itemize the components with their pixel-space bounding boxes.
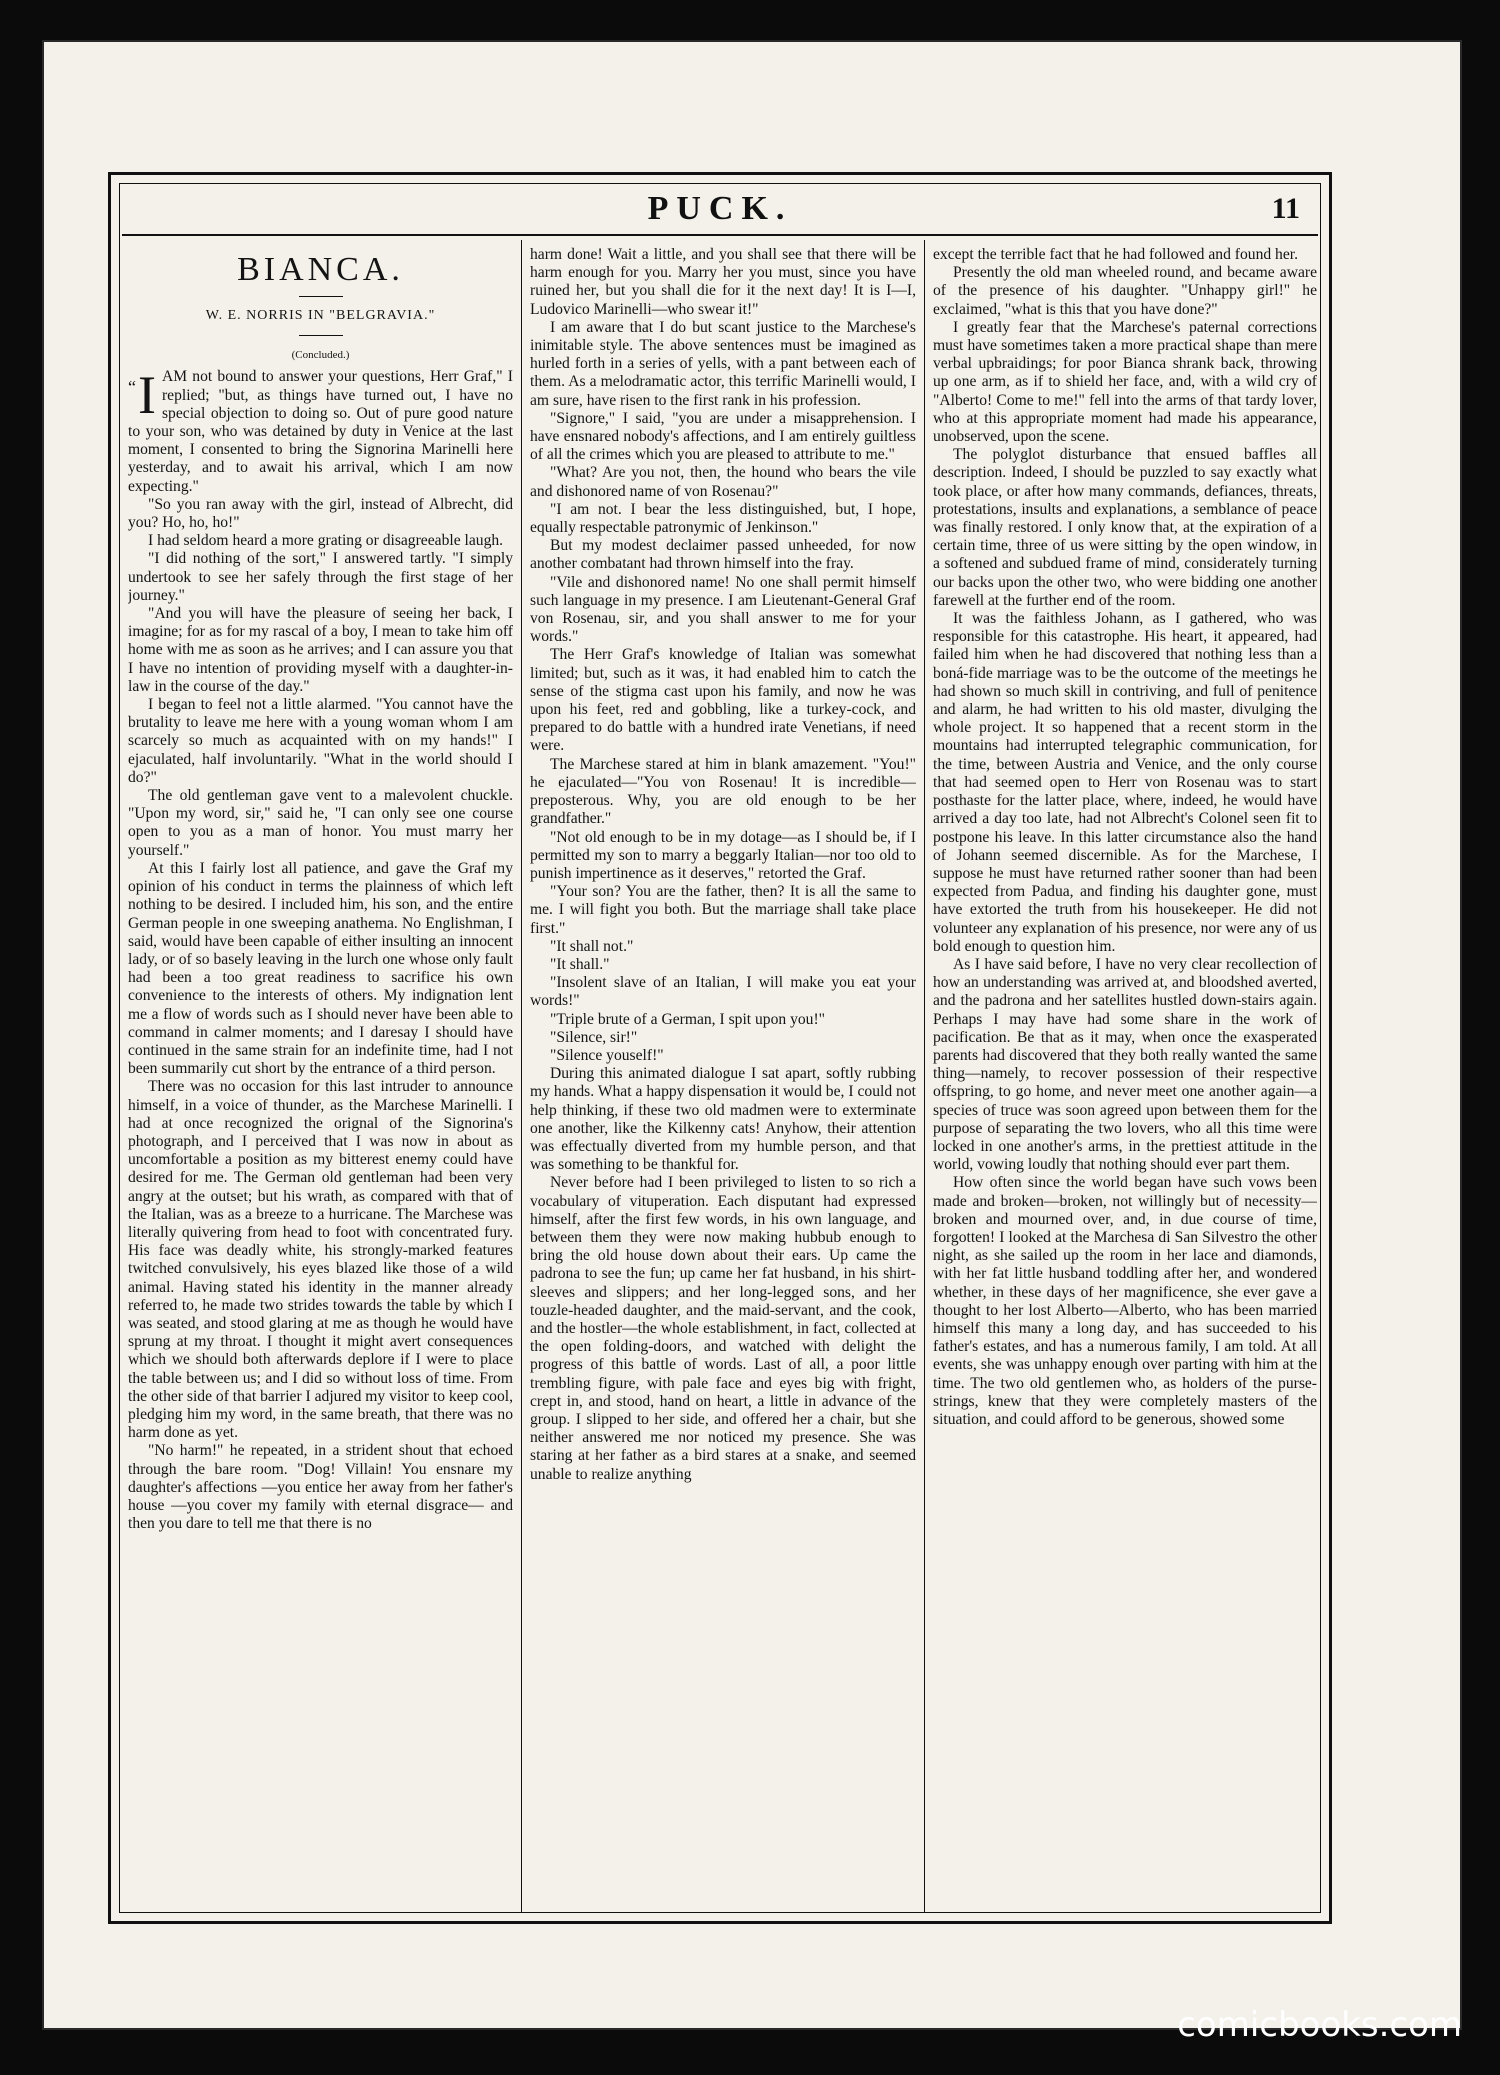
column-rule	[924, 240, 925, 1912]
masthead-title: PUCK.	[647, 190, 793, 227]
story-title: BIANCA.	[237, 251, 404, 288]
paragraph: Never before had I been privileged to listen to so rich a vocabulary of vituperation. Each disputant had expressed himself, after the first few words, in his own language, and between them they were now making hubbub enough to bring the old house down about their ears. Up came the padrona to see the fun; up came her fat husband, in his shirt-sleeves and slippers; and her long-legged sons, and her touzle-headed daughter, and the maid-servant, and the cook, and the hostler—the whole establishment, in fact, collected at the open folding-doors, and watched with delight the progress of this battle of words. Last of all, a poor little trembling figure, with pale face and eyes big with fright, crept in, and stood, hand on heart, a little in advance of the group. I slipped to her side, and offered her a chair, but she neither answered me nor noticed my presence. She was staring at her father as a bird stares at a snake, and seemed unable to realize anything	[530, 1174, 916, 1483]
opening-quote: “	[128, 377, 136, 398]
paragraph: "No harm!" he repeated, in a strident shout that echoed through the bare room. "Dog! Villain! You ensnare my daughter's affections —you entice her away from her father's house —you cover my family with eternal disgrace— and then you dare to tell me that there is no	[128, 1442, 513, 1533]
column-rule	[521, 240, 522, 1912]
paragraph: During this animated dialogue I sat apart, softly rubbing my hands. What a happy dispensation it would be, I could not help thinking, if these two old madmen were to exterminate one another, like the Kilkenny cats! Anyhow, their attention was effectually diverted from my humble person, and that was something to be thankful for.	[530, 1065, 916, 1174]
paragraph: The old gentleman gave vent to a malevolent chuckle. "Upon my word, sir," said he, "I can only see one course open to you as a man of honor. You must marry her yourself."	[128, 787, 513, 859]
paragraph: I greatly fear that the Marchese's paternal corrections must have sometimes taken a more practical shape than mere verbal upbraidings; for poor Bianca shrank back, throwing up one arm, as if to shield her face, and, with a wild cry of "Alberto! Come to me!" fell into the arms of that tardy lover, who at this appropriate moment had made his appearance, unobserved, upon the scene.	[933, 318, 1317, 446]
paragraph: At this I fairly lost all patience, and gave the Graf my opinion of his conduct in terms the plainness of which left nothing to be desired. I included him, his son, and the entire German people in one sweeping anathema. No Englishman, I said, would have been capable of either insulting an innocent lady, or of so basely leaving in the lurch one whose only fault had been a too great readiness to sacrifice his own convenience to the interests of others. My indignation lent me a flow of words such as I should never have been able to command in calmer moments; and I daresay I should have continued in the same strain for an indefinite time, had I not been summarily cut short by the entrance of a third person.	[128, 859, 513, 1078]
masthead	[122, 190, 1318, 234]
paragraph: Presently the old man wheeled round, and became aware of the presence of his daughter. "Unhappy girl!" he exclaimed, "what is this that you have done?"	[933, 264, 1317, 318]
paragraph: How often since the world began have such vows been made and broken—broken, not willingly but of necessity—broken and mourned over, and, in due course of time, forgotten! I looked at the Marchesa di San Silvestro the other night, as she sailed up the room in her lace and diamonds, with her fat little husband toddling after her, and wondered whether, in these days of her magnificence, she ever gave a thought to her lost Alberto—Alberto, who has been married himself this many a long day, and has succeeded to his father's estates, and has a numerous family, I am told. At all events, she was unhappy enough over parting with him at the time. The two old gentlemen who, as holders of the purse-strings, knew that they were completely masters of the situation, and could afford to be generous, showed some	[933, 1174, 1317, 1428]
paragraph: "Signore," I said, "you are under a misapprehension. I have ensnared nobody's affections, and I am entirely guiltless of all the crimes which you are pleased to attribute to me."	[530, 409, 916, 464]
paragraph: "Not old enough to be in my dotage—as I should be, if I permitted my son to marry a beggarly Italian—nor too old to punish impertinence as it deserves," retorted the Graf.	[530, 828, 916, 882]
paragraph: I had seldom heard a more grating or disagreeable laugh.	[148, 532, 504, 550]
paragraph: I began to feel not a little alarmed. "You cannot have the brutality to leave me here with a young woman whom I am scarcely so much as acquainted with on my hands!" I ejaculated, half involuntarily. "What in the world should I do?"	[128, 696, 513, 786]
paragraph: "I am not. I bear the less distinguished, but, I hope, equally respectable patronymic of Jenkinson."	[530, 500, 916, 537]
column-body	[128, 365, 513, 1533]
paragraph: "Your son? You are the father, then? It is all the same to me. I will fight you both. But the marriage shall take place first."	[530, 883, 916, 937]
drop-cap: I	[138, 365, 156, 426]
column-body	[530, 246, 916, 1484]
masthead-rule	[122, 234, 1318, 236]
column-body	[933, 246, 1317, 1429]
column-3	[933, 246, 1317, 1910]
paragraph: The Herr Graf's knowledge of Italian was somewhat limited; but, such as it was, it had enabled him to catch the sense of the stigma cast upon his family, and now he was upon his feet, red and gobbling, like a turkey-cock, and prepared to do battle with a hundred irate Venetians, if need were.	[530, 646, 916, 755]
paragraph: "Triple brute of a German, I spit upon you!"	[550, 1010, 826, 1028]
watermark: comicbooks.com	[1177, 2005, 1462, 2045]
concluded-note: (Concluded.)	[291, 349, 350, 362]
paragraph: The Marchese stared at him in blank amazement. "You!" he ejaculated—"You von Rosenau! It is incredible—preposterous. Why, you are old enough to be her grandfather."	[530, 755, 916, 828]
paragraph: The polyglot disturbance that ensued baffles all description. Indeed, I should be puzzled to say exactly what took place, or after how many commands, defiances, threats, protestations, insults and explanations, a semblance of peace was finally restored. I only know that, at the expiration of a certain time, three of us were sitting by the open window, in a softened and subdued frame of mind, considerately turning our backs upon the other two, who were bidding one another farewell at the further end of the room.	[933, 446, 1317, 609]
paragraph: "And you will have the pleasure of seeing her back, I imagine; for as for my rascal of a boy, I mean to take him off home with me as soon as he arrives; and I can assure you that I have no intention of providing myself with a daughter-in-law in the course of the day."	[128, 605, 513, 695]
paragraph: As I have said before, I have no very clear recollection of how an understanding was arrived at, and bloodshed averted, and the padrona and her satellites hustled down-stairs again. Perhaps I may have had some share in the work of pacification. Be that as it may, when once the exasperated parents had discovered that they both really wanted the same thing—namely, to recover possession of their respective offspring, to go home, and never meet one another again—a species of truce was soon agreed upon between them for the purpose of separating the two lovers, who all this time were locked in one another's arms, in the prettiest attitude in the world, vowing loudly that nothing should ever part them.	[933, 955, 1317, 1174]
byline-rule	[299, 335, 343, 336]
paragraph: "Vile and dishonored name! No one shall permit himself such language in my presence. I am Lieutenant-General Graf von Rosenau, sir, and you shall answer to me for your words."	[530, 573, 916, 646]
paragraph: But my modest declaimer passed unheeded, for now another combatant had thrown himself into the fray.	[530, 537, 916, 573]
paragraph: except the terrible fact that he had followed and found her.	[933, 246, 1299, 263]
paragraph: harm done! Wait a little, and you shall see that there will be harm enough for you. Marry her you must, since you have ruined her, but you shall die for it the next day! It is I—I, Ludovico Marinelli—who swear it!"	[530, 246, 916, 318]
paragraph: "Silence youself!"	[550, 1046, 664, 1064]
paragraph: It was the faithless Johann, as I gathered, who was responsible for this catastrophe. His heart, it appeared, had failed him when he had discovered that nothing less than a boná-fide marriage was to be the outcome of the meetings he had shown so much skill in contriving, and full of penitence and alarm, he had written to his old master, divulging the whole project. It so happened that a recent storm in the mountains had interrupted telegraphic communication, for the time, between Austria and Venice, and the only course that had seemed open to Herr von Rosenau was to start posthaste for the latter place, where, indeed, he would have arrived a day too late, had not Albrecht's Colonel seen fit to postpone his leave. In this latter circumstance also the hand of Johann seemed discernible. As for the Marchese, I suppose he must have returned rather sooner than had been expected from Padua, and finding his daughter gone, must have extorted the truth from his housekeeper. He did not volunteer any explanation of his presence, nor were any of us bold enough to question him.	[933, 610, 1317, 955]
paragraph: "Insolent slave of an Italian, I will make you eat your words!"	[530, 974, 916, 1010]
paragraph: "What? Are you not, then, the hound who bears the vile and dishonored name of von Rosenau?"	[530, 464, 916, 500]
page-number: 11	[1271, 192, 1300, 225]
paragraph: "So you ran away with the girl, instead of Albrecht, did you? Ho, ho, ho!"	[128, 495, 513, 532]
paragraph: "Silence, sir!"	[550, 1028, 638, 1046]
paragraph: AM not bound to answer your questions, Herr Graf," I replied; "but, as things have turned out, I have no special objection to doing so. Out of pure good nature to your son, who was detained by duty in Venice at the last moment, I consented to bring the Signorina Marinelli here yesterday, and to await his arrival, which I am now expecting."	[128, 368, 513, 495]
column-2	[530, 246, 916, 1910]
paragraph: "It shall."	[550, 955, 610, 973]
paragraph: There was no occasion for this last intruder to announce himself, in a voice of thunder, as the Marchese Marinelli. I had at once recognized the orignal of the Signorina's photograph, and I perceived that I was now in about as uncomfortable a position as my bitterest enemy could have desired for me. The German old gentleman had been very angry at the outset; but his wrath, as compared with that of the Italian, was as a breeze to a hurricane. The Marchese was literally quivering from head to foot with concentrated fury. His face was deadly white, his strongly-marked features twitched convulsively, his eyes blazed like those of a wild animal. Having stated his identity in the manner already referred to, he made two strides towards the table by which I was seated, and stood glaring at me as though he would have sprung at my throat. I thought it might avert consequences which we should both afterwards deplore if I were to place the table between us; and I did so without loss of time. From the other side of that barrier I adjured my visitor to keep cool, pledging him my word, in the same breath, that there was no harm done as yet.	[128, 1078, 513, 1442]
byline: W. E. NORRIS IN "BELGRAVIA."	[205, 308, 436, 323]
title-rule	[299, 296, 343, 297]
paragraph: I am aware that I do but scant justice to the Marchese's inimitable style. The above sentences must be imagined as hurled forth in a series of yells, with a pant between each of them. As a melodramatic actor, this terrific Marinelli would, I am sure, have risen to the first rank in his profession.	[530, 318, 916, 409]
paragraph: "It shall not."	[550, 937, 634, 955]
paragraph: "I did nothing of the sort," I answered tartly. "I simply undertook to see her safely through the first stage of her journey."	[128, 550, 513, 604]
column-1	[128, 246, 513, 1910]
